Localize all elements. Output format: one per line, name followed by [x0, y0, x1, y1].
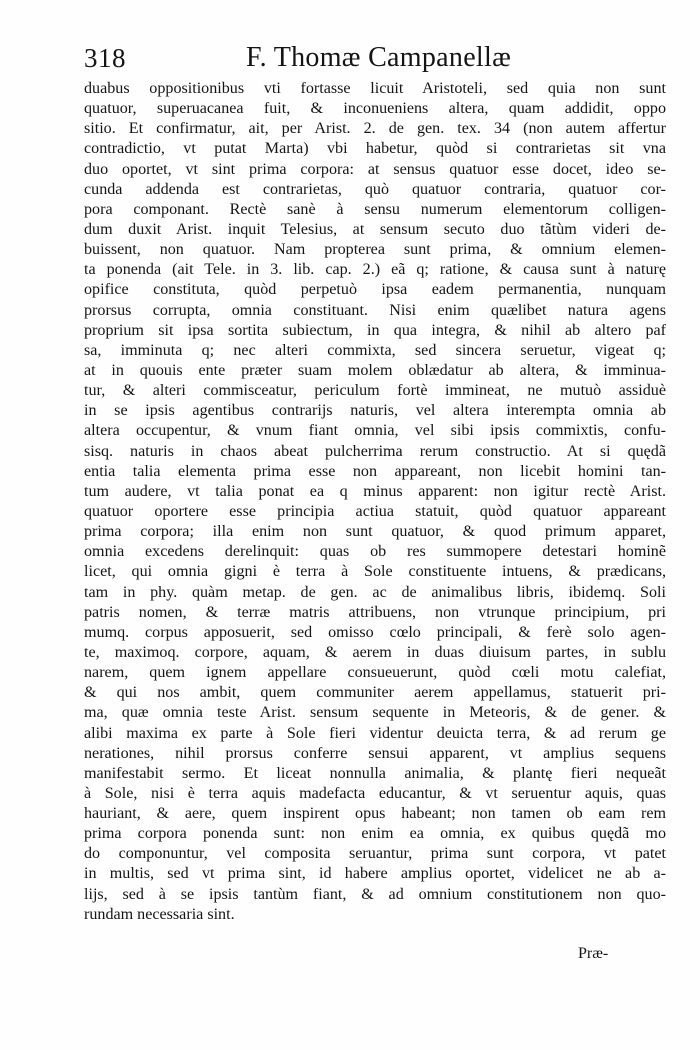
text-line: manifestabit sermo. Et liceat nonnulla animalia, & plantę fieri nequeãt [84, 764, 666, 782]
text-line: alibi maxima ex parte à Sole fieri videntur deuicta terra, & ad rerum ge [84, 724, 666, 742]
text-line: prima corpora; illa enim non sunt quatuor, & quod primum apparet, [84, 523, 666, 541]
text-line: ma, quæ omnia teste Arist. sensum sequente in Meteoris, & de gener. & [84, 704, 666, 722]
text-line: opifice constituta, quòd perpetuò ipsa eadem permanentia, nunquam [84, 281, 666, 299]
body-text [84, 79, 666, 925]
text-line: tum audere, vt talia ponat ea q minus apparent: non igitur rectè Arist. [84, 482, 666, 500]
text-line: altera occupentur, & vnum fiant omnia, vel sibi ipsis commixtis, confu- [84, 422, 666, 440]
text-line: lijs, sed à se ipsis tantùm fiant, & ad omnium constitutionem non quo- [84, 885, 666, 903]
catchword: Præ- [578, 945, 609, 962]
text-line: prorsus corrupta, omnia constituant. Nisi enim quælibet natura agens [84, 301, 666, 319]
text-line: dum duxit Arist. inquit Telesius, at sensum secuto duo tãtùm videri de- [84, 220, 666, 238]
text-line: pora componant. Rectè sanè à sensu numerum elementorum colligen- [84, 200, 666, 218]
text-line: te, maximoq. corpore, aquam, & aerem in duas diuisum partes, in sublu [84, 643, 666, 661]
text-line: narem, quem ignem appellare consueuerunt, quòd cœli motu calefiat, [84, 664, 666, 682]
text-line: at in quouis ente præter suam molem oblædatur ab altera, & imminua- [84, 361, 666, 379]
text-line: hauriant, & aere, quem inspirent opus habeant; non tamen ob eam rem [84, 805, 666, 823]
text-line: entia talia elementa prima esse non appareant, non licebit homini tan- [84, 462, 666, 480]
text-line: prima corpora ponenda sunt: non enim ea omnia, ex quibus quędã mo [84, 825, 666, 843]
text-line: cunda addenda est contrarietas, quò quatuor contraria, quatuor cor- [84, 180, 666, 198]
text-line: quatuor, superuacanea fuit, & inconueniens altera, quam addidit, oppo [84, 100, 666, 118]
text-line: in se ipsis agentibus contrarijs naturis, vel altera interempta omnia ab [84, 402, 666, 420]
text-line: ta ponenda (ait Tele. in 3. lib. cap. 2.) eã q; ratione, & causa sunt à naturę [84, 261, 666, 279]
text-line: à Sole, nisi è terra aquis madefacta educantur, & vt seruentur aquis, quas [84, 784, 666, 802]
text-line: duabus oppositionibus vti fortasse licuit Aristoteli, sed quia non sunt [84, 80, 666, 97]
text-line: tam in phy. quàm metap. de gen. ac de animalibus libris, ibidemq. Soli [84, 583, 666, 601]
running-head [84, 38, 664, 78]
text-line: quatuor oportere esse principia actiua statuit, quòd quatuor appareant [84, 502, 666, 520]
page-number: 318 [84, 43, 126, 73]
text-line: sisq. naturis in chaos abeat pulcherrima rerum constructio. At si quędã [84, 442, 666, 460]
text-line: patris nomen, & terræ matris attribuens, non vtrunque principium, pri [84, 603, 666, 621]
text-line: nerationes, nihil prorsus conferre sensui apparent, vt amplius sequens [84, 744, 666, 762]
text-line: do componuntur, vel composita seruantur, prima sunt corpora, vt patet [84, 845, 666, 863]
running-title: F. Thomæ Campanellæ [246, 42, 512, 73]
text-line: licet, qui omnia gigni è terra à Sole constituente intuens, & prædicans, [84, 563, 666, 581]
text-line: proprium sit ipsa sortita subiectum, in qua integra, & nihil ab altero paf [84, 321, 666, 339]
text-line: in multis, sed vt prima sint, id habere amplius oportet, videlicet ne ab a- [84, 865, 666, 883]
text-line: & qui nos ambit, quem communiter aerem appellamus, statuerit pri- [84, 684, 666, 702]
text-line: sitio. Et confirmatur, ait, per Arist. 2. de gen. tex. 34 (non autem affertur [84, 120, 666, 138]
text-line: tur, & alteri commisceatur, periculum fortè immineat, ne mutuò assiduè [84, 382, 666, 400]
text-line: buissent, non quatuor. Nam propterea sunt prima, & omnium elemen- [84, 241, 666, 259]
text-line: sa, imminuta q; nec alteri commixta, sed sincera seruetur, vigeat q; [84, 341, 666, 359]
text-line: contradictio, vt putat Marta) vbi habetur, quòd si contrarietas sit vna [84, 140, 666, 158]
text-line: rundam necessaria sint. [84, 905, 235, 923]
text-line: omnia excedens derelinquit: quas ob res summopere detestari hominẽ [84, 543, 666, 561]
text-line: mumq. corpus apposuerit, sed omisso cœlo principali, & ferè solo agen- [84, 623, 666, 641]
text-line: duo oportet, vt sint prima corpora: at sensus quatuor esse docet, ideo se- [84, 160, 666, 178]
